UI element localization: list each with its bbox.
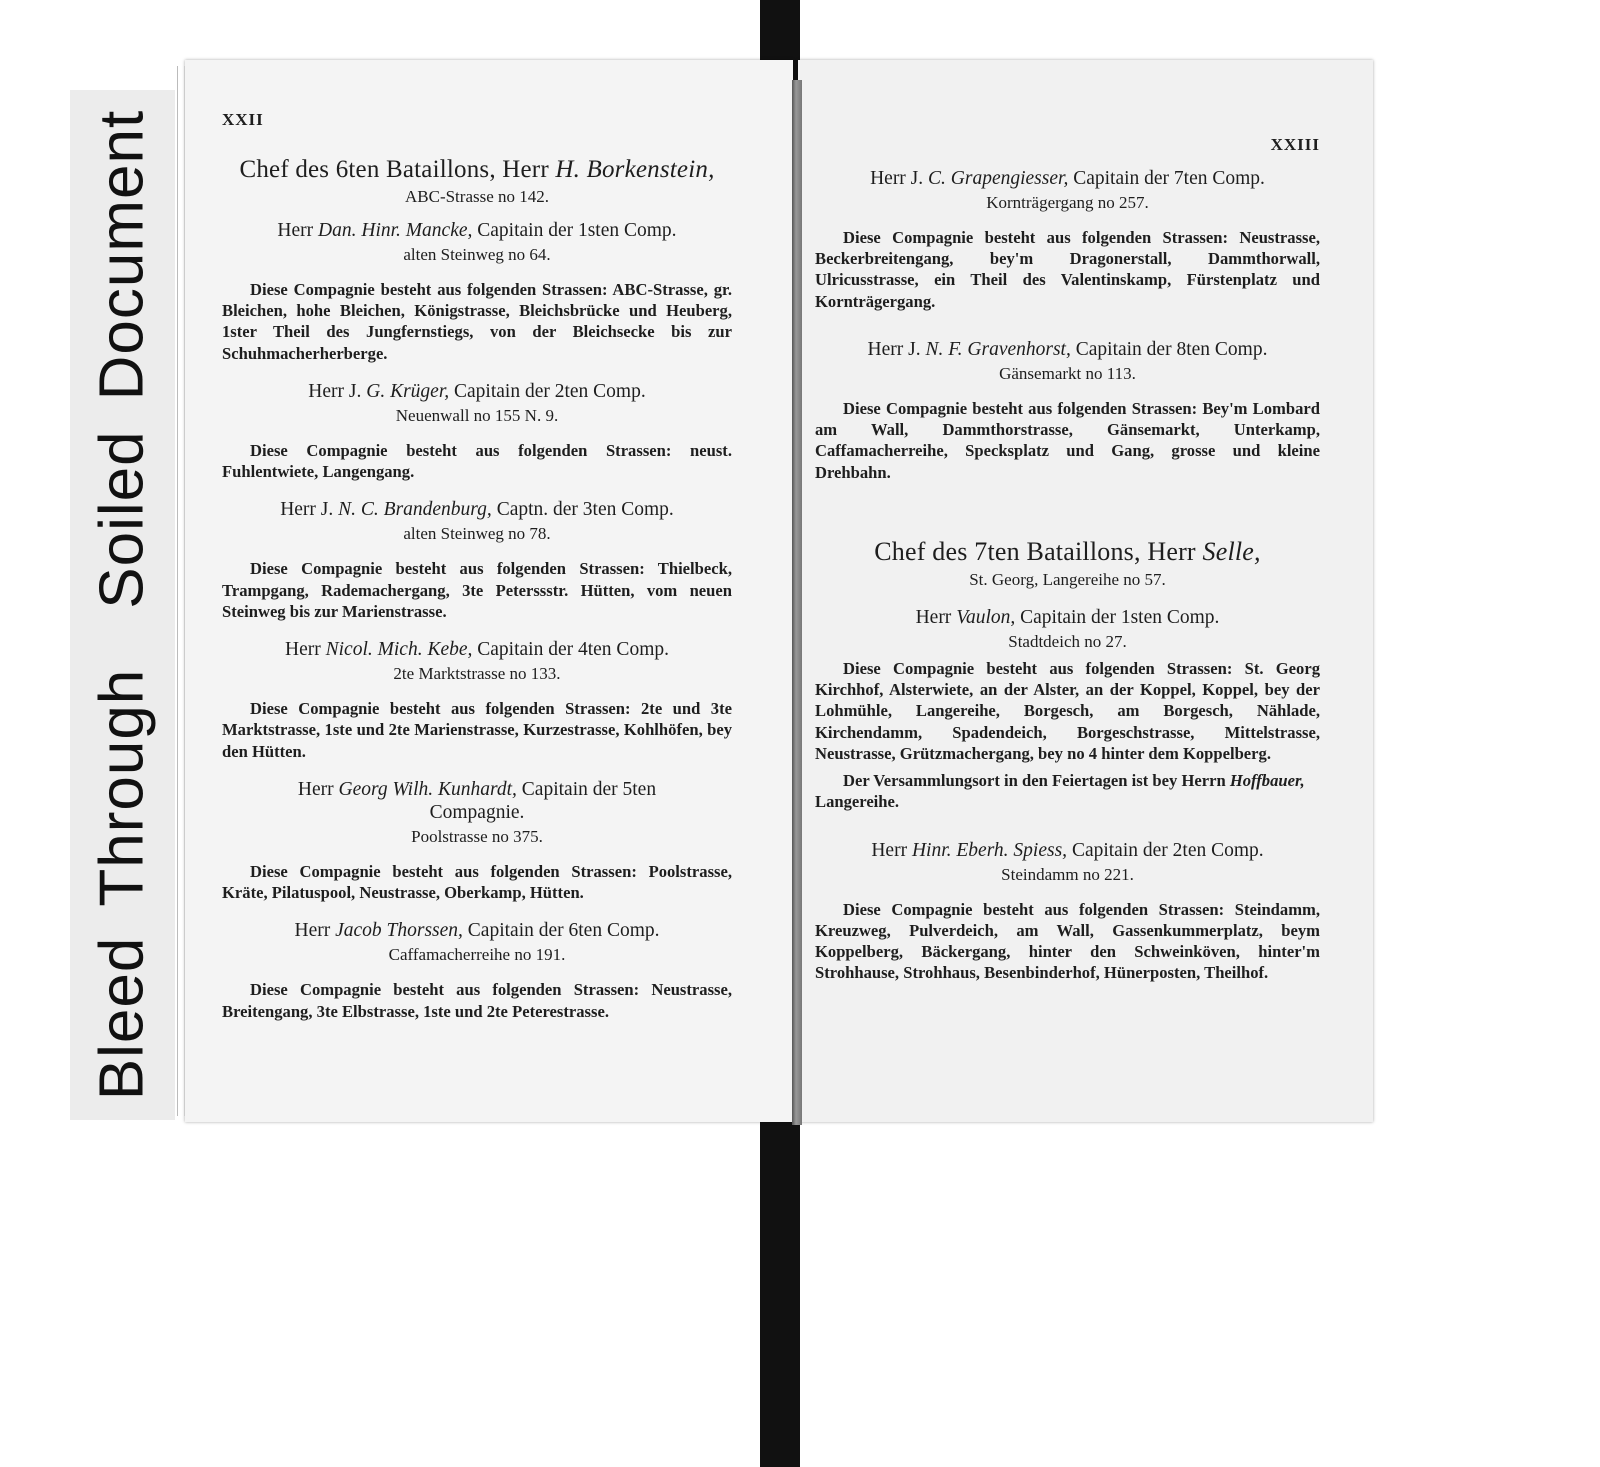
captain-name: Vaulon, [956, 606, 1016, 628]
captain-address: alten Steinweg no 64. [403, 245, 551, 264]
captain-title: Captn. der 3ten Comp. [491, 499, 674, 521]
battalion-chef-heading [815, 537, 1320, 567]
captain-address: Caffamacherreihe no 191. [388, 945, 566, 965]
watermark-word: Document [87, 109, 157, 401]
streets-text: Diese Compagnie besteht aus folgenden Strassen: Poolstrasse, Kräte, Pilatuspool, Neustrasse, Oberkamp, Hütten. [222, 861, 732, 903]
watermark-word: Bleed [87, 936, 157, 1101]
captain-heading [222, 778, 732, 824]
captain-name: Hinr. Eberh. Spiess, [911, 839, 1068, 861]
captain-title: Capitain der 1sten Comp. [472, 220, 677, 241]
captain-address: Gänsemarkt no 113. [999, 363, 1136, 383]
captain-heading [815, 606, 1320, 629]
watermark-word: Through [87, 668, 157, 907]
book-gutter [792, 80, 802, 1125]
company-streets [222, 279, 732, 364]
captain-prefix: Herr [285, 639, 326, 661]
captain-title: Capitain der 2ten Comp. [449, 380, 646, 402]
captain-prefix: Herr [915, 606, 957, 628]
company-streets [222, 861, 732, 903]
note-text: Langereihe. [815, 792, 900, 812]
chef-address: ABC-Strasse no 142. [404, 187, 550, 206]
streets-text: Diese Compagnie besteht aus folgenden Strassen: neust. Fuhlentwiete, Langengang. [222, 440, 732, 482]
captain-name: N. F. Gravenhorst, [925, 338, 1071, 360]
captain-title: Capitain der 1sten Comp. [1015, 606, 1220, 628]
streets-text: Diese Compagnie besteht aus folgenden Strassen: Neustrasse, Beckerbreitengang, bey'm Dragonerstall, Dammthorwall, Ulricusstrasse, ein Theil des Valentinskamp, Fürstenplatz und Kornträgergang. [815, 228, 1320, 311]
note-text: Der Versammlungsort in den Feiertagen ist bey Herrn [843, 771, 1230, 791]
note-name: Hoffbauer, [1229, 771, 1305, 791]
captain-address: Kornträgergang no 257. [986, 193, 1149, 212]
assembly-note [815, 770, 1320, 812]
right-page-content [815, 135, 1320, 983]
captain-heading [815, 167, 1320, 190]
streets-text: Diese Compagnie besteht aus folgenden Strassen: Neustrasse, Breitengang, 3te Elbstrasse, 1ste und 2te Peterestrasse. [222, 980, 732, 1021]
company-streets [815, 398, 1320, 483]
left-page-content [222, 110, 732, 1022]
captain-prefix: Herr [297, 778, 339, 800]
captain-heading [815, 338, 1320, 361]
captain-title: Capitain der 6ten Comp. [462, 920, 660, 942]
page-number: XXIII [1270, 135, 1320, 154]
captain-prefix: Herr J. [870, 168, 929, 189]
captain-title: Capitain der 5ten Compagnie. [429, 778, 657, 823]
captain-name: Nicol. Mich. Kebe, [325, 639, 473, 661]
captain-name: N. C. Brandenburg, [338, 499, 492, 521]
captain-address: Poolstrasse no 375. [411, 826, 543, 846]
page-number: XXII [222, 110, 264, 129]
captain-prefix: Herr J. [867, 338, 926, 360]
captain-heading [815, 839, 1320, 862]
captain-prefix: Herr J. [280, 499, 339, 521]
captain-title: Capitain der 7ten Comp. [1068, 168, 1265, 189]
chef-name: H. Borkenstein, [555, 156, 715, 183]
streets-text: Diese Compagnie besteht aus folgenden Strassen: St. Georg Kirchhof, Alsterwiete, an der Alster, an der Koppel, Koppel, bey der Lohmühle, Langereihe, Borgesch, am Borgesch, Nählade, Kirchendamm, Spadendeich, Borgeschstrasse, Mittelstrasse, Neustrasse, Grützmachergang, bey no 4 hinter dem Koppelberg. [815, 658, 1320, 763]
chef-address: St. Georg, Langereihe no 57. [969, 569, 1166, 589]
streets-text: Diese Compagnie besteht aus folgenden Strassen: ABC-Strasse, gr. Bleichen, hohe Bleichen, Königstrasse, Bleichsbrücke und Heuberg, 1ster Theil des Jungfernstiegs, von der Bleichsecke bis zur Schuhmacherherberge. [222, 280, 732, 363]
chef-name: Selle, [1202, 536, 1261, 566]
captain-heading [222, 919, 732, 942]
captain-title: Capitain der 2ten Comp. [1067, 839, 1264, 861]
captain-heading [222, 380, 732, 403]
streets-text: Diese Compagnie besteht aus folgenden Strassen: Steindamm, Kreuzweg, Pulverdeich, am Wall, Gassenkummerplatz, beym Koppelberg, Bäckergang, hinter den Schweinköven, hinter'm Strohhause, Strohhaus, Besenbinderhof, Hünerposten, Theilhof. [815, 899, 1320, 983]
captain-address: Stadtdeich no 27. [1008, 631, 1127, 651]
captain-prefix: Herr [277, 220, 319, 241]
battalion-chef-heading [222, 156, 732, 184]
watermark-text [87, 110, 158, 1100]
captain-heading [222, 219, 732, 242]
captain-name: Dan. Hinr. Mancke, [318, 220, 473, 241]
company-streets [222, 558, 732, 622]
captain-address: Neuenwall no 155 N. 9. [395, 405, 559, 425]
captain-address: 2te Marktstrasse no 133. [393, 664, 561, 684]
captain-name: C. Grapengiesser, [928, 168, 1069, 189]
captain-name: Georg Wilh. Kunhardt, [338, 778, 517, 800]
company-streets [222, 979, 732, 1021]
captain-address: Steindamm no 221. [1001, 864, 1134, 884]
watermark-word: Soiled [87, 430, 157, 609]
streets-text: Diese Compagnie besteht aus folgenden Strassen: Bey'm Lombard am Wall, Dammthorstrasse, Gänsemarkt, Unterkamp, Caffamacherreihe, Specksplatz und Gang, grosse und kleine Drehbahn. [815, 398, 1320, 482]
captain-heading [222, 498, 732, 521]
binding-strip-bottom [760, 1120, 800, 1467]
company-streets [815, 658, 1320, 764]
captain-heading [222, 638, 732, 661]
chef-prefix: Chef des 6ten Bataillons, Herr [239, 156, 556, 183]
captain-name: G. Krüger, [366, 380, 450, 402]
chef-prefix: Chef des 7ten Bataillons, Herr [874, 536, 1203, 566]
captain-prefix: Herr [871, 839, 912, 861]
streets-text: Diese Compagnie besteht aus folgenden Strassen: Thielbeck, Trampgang, Rademachergang, 3te Peterssstr. Hütten, vom neuen Steinweg bis zur Marienstrasse. [222, 559, 732, 621]
captain-address: alten Steinweg no 78. [403, 524, 551, 544]
captain-prefix: Herr J. [308, 380, 367, 402]
company-streets [222, 440, 732, 482]
captain-prefix: Herr [294, 920, 336, 942]
company-streets [815, 227, 1320, 312]
streets-text: Diese Compagnie besteht aus folgenden Strassen: 2te und 3te Marktstrasse, 1ste und 2te Marienstrasse, Kurzestrasse, Kohlhöfen, bey den Hütten. [222, 699, 732, 761]
captain-name: Jacob Thorssen, [335, 920, 463, 942]
company-streets [815, 899, 1320, 984]
company-streets [222, 698, 732, 762]
captain-title: Capitain der 4ten Comp. [472, 639, 669, 661]
captain-title: Capitain der 8ten Comp. [1070, 338, 1268, 360]
